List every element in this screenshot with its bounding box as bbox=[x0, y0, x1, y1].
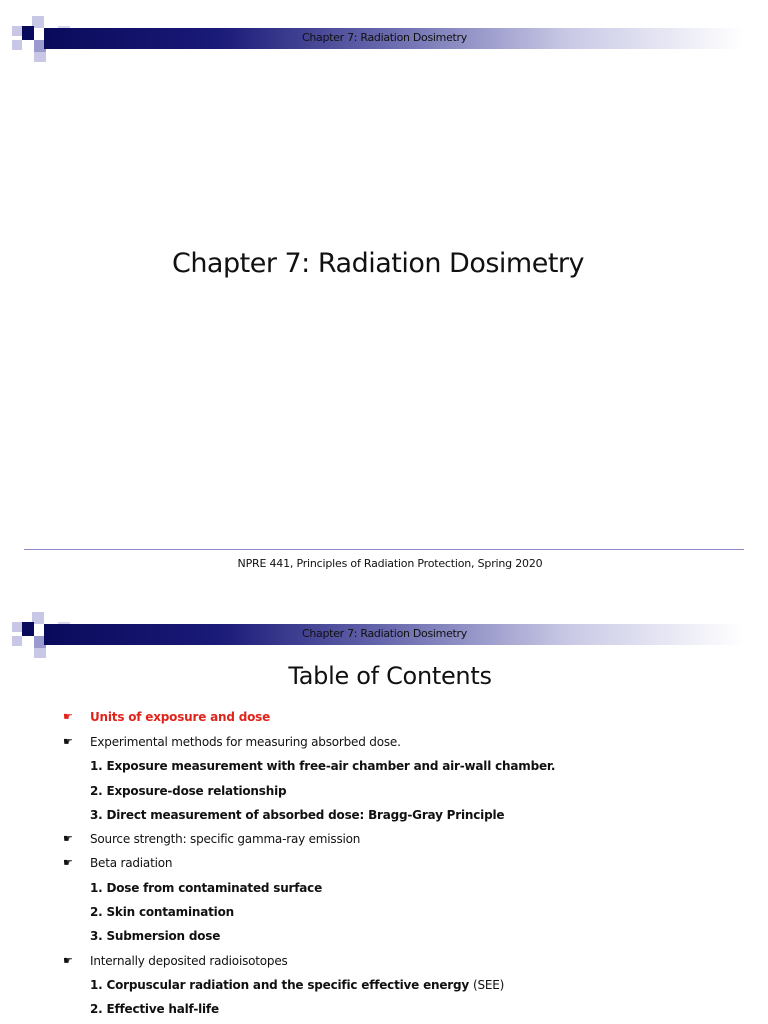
toc-subitem: 2. Exposure-dose relationship bbox=[90, 784, 287, 798]
pointing-hand-icon: ☛ bbox=[63, 954, 73, 967]
toc-subitem-label: 3. Direct measurement of absorbed dose: bbox=[90, 808, 369, 822]
pointing-hand-icon: ☛ bbox=[63, 735, 73, 748]
pointing-hand-icon: ☛ bbox=[63, 856, 73, 869]
toc-subitem: 1. Dose from contaminated surface bbox=[90, 881, 323, 895]
toc-slide bbox=[0, 596, 768, 1024]
footer-divider bbox=[24, 549, 744, 550]
slide-title: Chapter 7: Radiation Dosimetry bbox=[171, 248, 585, 279]
toc-item: Units of exposure and dose bbox=[90, 710, 271, 724]
toc-subitem-label: 1. Corpuscular radiation and the specific effective energy bbox=[90, 978, 473, 992]
toc-item: Experimental methods for measuring absorbed dose. bbox=[90, 735, 401, 749]
slide-header-text: Chapter 7: Radiation Dosimetry bbox=[302, 627, 467, 640]
toc-subitem bbox=[90, 978, 504, 992]
toc-subitem bbox=[90, 808, 504, 822]
slide-footer: NPRE 441, Principles of Radiation Protection, Spring 2020 bbox=[237, 557, 543, 570]
toc-subitem: 3. Submersion dose bbox=[90, 929, 221, 943]
pointing-hand-icon: ☛ bbox=[63, 832, 73, 845]
toc-item: Beta radiation bbox=[90, 856, 173, 870]
toc-subitem: 1. Exposure measurement with free-air chamber and air-wall chamber. bbox=[90, 759, 556, 773]
toc-title: Table of Contents bbox=[288, 662, 492, 690]
pointing-hand-icon: ☛ bbox=[63, 710, 73, 723]
toc-item: Internally deposited radioisotopes bbox=[90, 954, 288, 968]
toc-item: Source strength: specific gamma-ray emission bbox=[90, 832, 361, 846]
toc-subitem: 2. Effective half-life bbox=[90, 1002, 219, 1016]
toc-subitem-emphasis: Bragg-Gray Principle bbox=[368, 808, 505, 822]
slide-header-text: Chapter 7: Radiation Dosimetry bbox=[302, 31, 467, 44]
toc-subitem: 2. Skin contamination bbox=[90, 905, 234, 919]
toc-subitem-suffix: (SEE) bbox=[473, 978, 505, 992]
